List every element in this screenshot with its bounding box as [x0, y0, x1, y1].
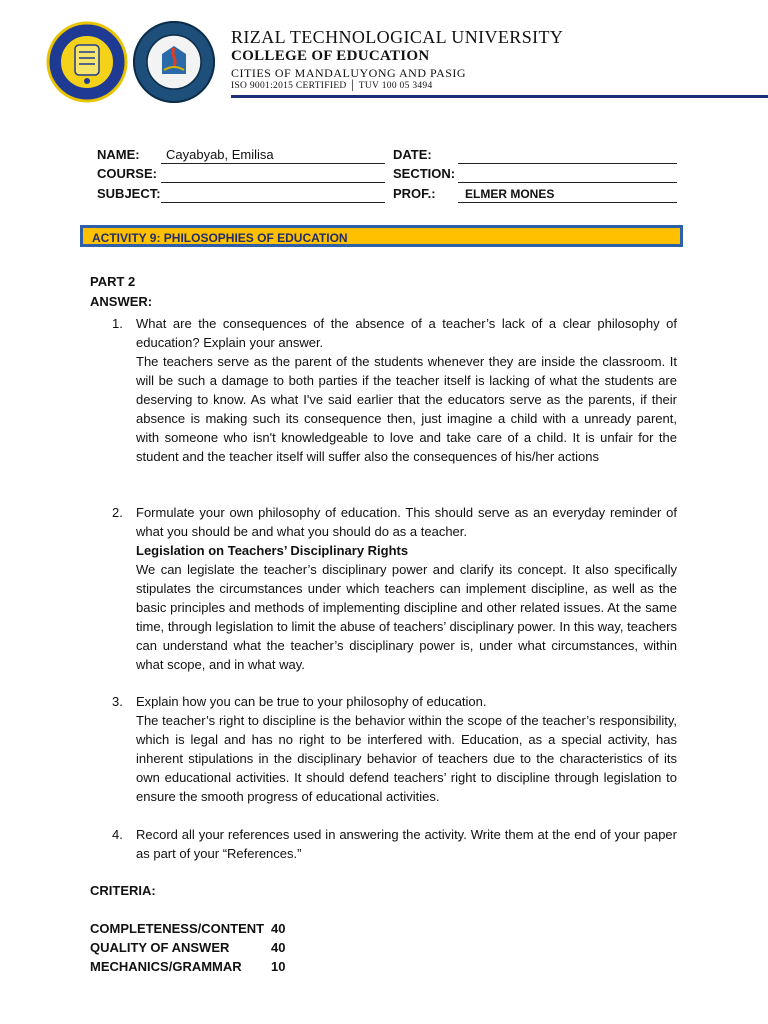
question-number: 4. [112, 827, 123, 842]
part-label: PART 2 [90, 274, 136, 289]
university-logos [42, 18, 222, 108]
criteria-name: MECHANICS/GRAMMAR [90, 959, 242, 974]
criteria-name: QUALITY OF ANSWER [90, 940, 230, 955]
question-text: Explain how you can be true to your philosophy of education. [136, 694, 487, 709]
name-value: Cayabyab, Emilisa [166, 147, 274, 162]
answer-text: We can legislate the teacher’s disciplinary power and clarify its concept. It also specifically stipulates the circumstances under which teachers can implement discipline, as well as the basic principles and methods of implementing discipline and other related issues. At the same time, through legislation to limit the abuse of teachers’ disciplinary power. In this way, teachers can understand what the teacher’s disciplinary power is, under what circumstances, within what scope, and in what way. [136, 562, 677, 672]
criteria-points: 10 [271, 959, 286, 974]
question-block-2 [136, 503, 677, 674]
subject-label: SUBJECT: [97, 186, 161, 201]
college-name: COLLEGE OF EDUCATION [231, 48, 430, 64]
question-block-4 [136, 825, 677, 863]
criteria-points: 40 [271, 921, 286, 936]
criteria-row [90, 959, 286, 974]
date-underline [458, 163, 677, 164]
name-label: NAME: [97, 147, 140, 162]
answer-text: The teacher’s right to discipline is the behavior within the scope of the teacher’s responsibility, which is legal and has no right to be interfered with. Education, as a special activity, has inherent stipulations in the disciplinary behavior of teachers due to the characteristics of its own educational activities. It should defend teachers’ right to discipline through legislation to ensure the smooth progress of educational activities. [136, 713, 677, 804]
section-label: SECTION: [393, 166, 456, 181]
criteria-row [90, 921, 286, 936]
criteria-name: COMPLETENESS/CONTENT [90, 921, 265, 936]
question-block-1 [136, 314, 677, 466]
criteria-row [90, 940, 286, 955]
section-underline [458, 182, 677, 183]
college-of-education-seal-icon [133, 21, 215, 103]
activity-banner [80, 225, 683, 247]
prof-value: ELMER MONES [465, 187, 555, 201]
name-underline [161, 163, 385, 164]
question-number: 2. [112, 505, 123, 520]
date-label: DATE: [393, 147, 432, 162]
rtu-seal-icon [47, 22, 127, 102]
university-name: RIZAL TECHNOLOGICAL UNIVERSITY [231, 27, 564, 47]
subject-underline [161, 202, 385, 203]
question-number: 1. [112, 316, 123, 331]
question-text: What are the consequences of the absence of a teacher’s lack of a clear philosophy of education? Explain your answer. [136, 316, 677, 350]
question-text: Record all your references used in answering the activity. Write them at the end of your paper as part of your “References.” [136, 827, 677, 861]
question-block-3 [136, 692, 677, 806]
header-divider [231, 95, 768, 98]
answer-subheading: Legislation on Teachers’ Disciplinary Rights [136, 543, 409, 558]
campus-cities: CITIES OF MANDALUYONG AND PASIG [231, 66, 467, 80]
activity-title: ACTIVITY 9: PHILOSOPHIES OF EDUCATION [92, 231, 348, 245]
criteria-points: 40 [271, 940, 286, 955]
answer-label: ANSWER: [90, 294, 153, 309]
iso-certification: ISO 9001:2015 CERTIFIED │ TUV 100 05 3494 [231, 81, 433, 91]
course-underline [161, 182, 385, 183]
course-label: COURSE: [97, 166, 157, 181]
answer-text: The teachers serve as the parent of the students whenever they are inside the classroom. It will be such a damage to both parties if the teacher itself is lacking of what the students are deserving to know. As what I've said earlier that the educators serve as the parents, if their absence is making such its consequence then, just imagine a child with a unready parent, with someone who isn't knowledgeable to love and take care of a child. It is unfair for the student and the teacher itself will suffer also the consequences of his/her actions [136, 354, 677, 464]
prof-label: PROF.: [393, 186, 436, 201]
prof-underline [458, 202, 677, 203]
criteria-label: CRITERIA: [90, 883, 156, 898]
question-number: 3. [112, 694, 123, 709]
question-text: Formulate your own philosophy of education. This should serve as an everyday reminder of what you should be and what you should do as a teacher. [136, 505, 677, 539]
